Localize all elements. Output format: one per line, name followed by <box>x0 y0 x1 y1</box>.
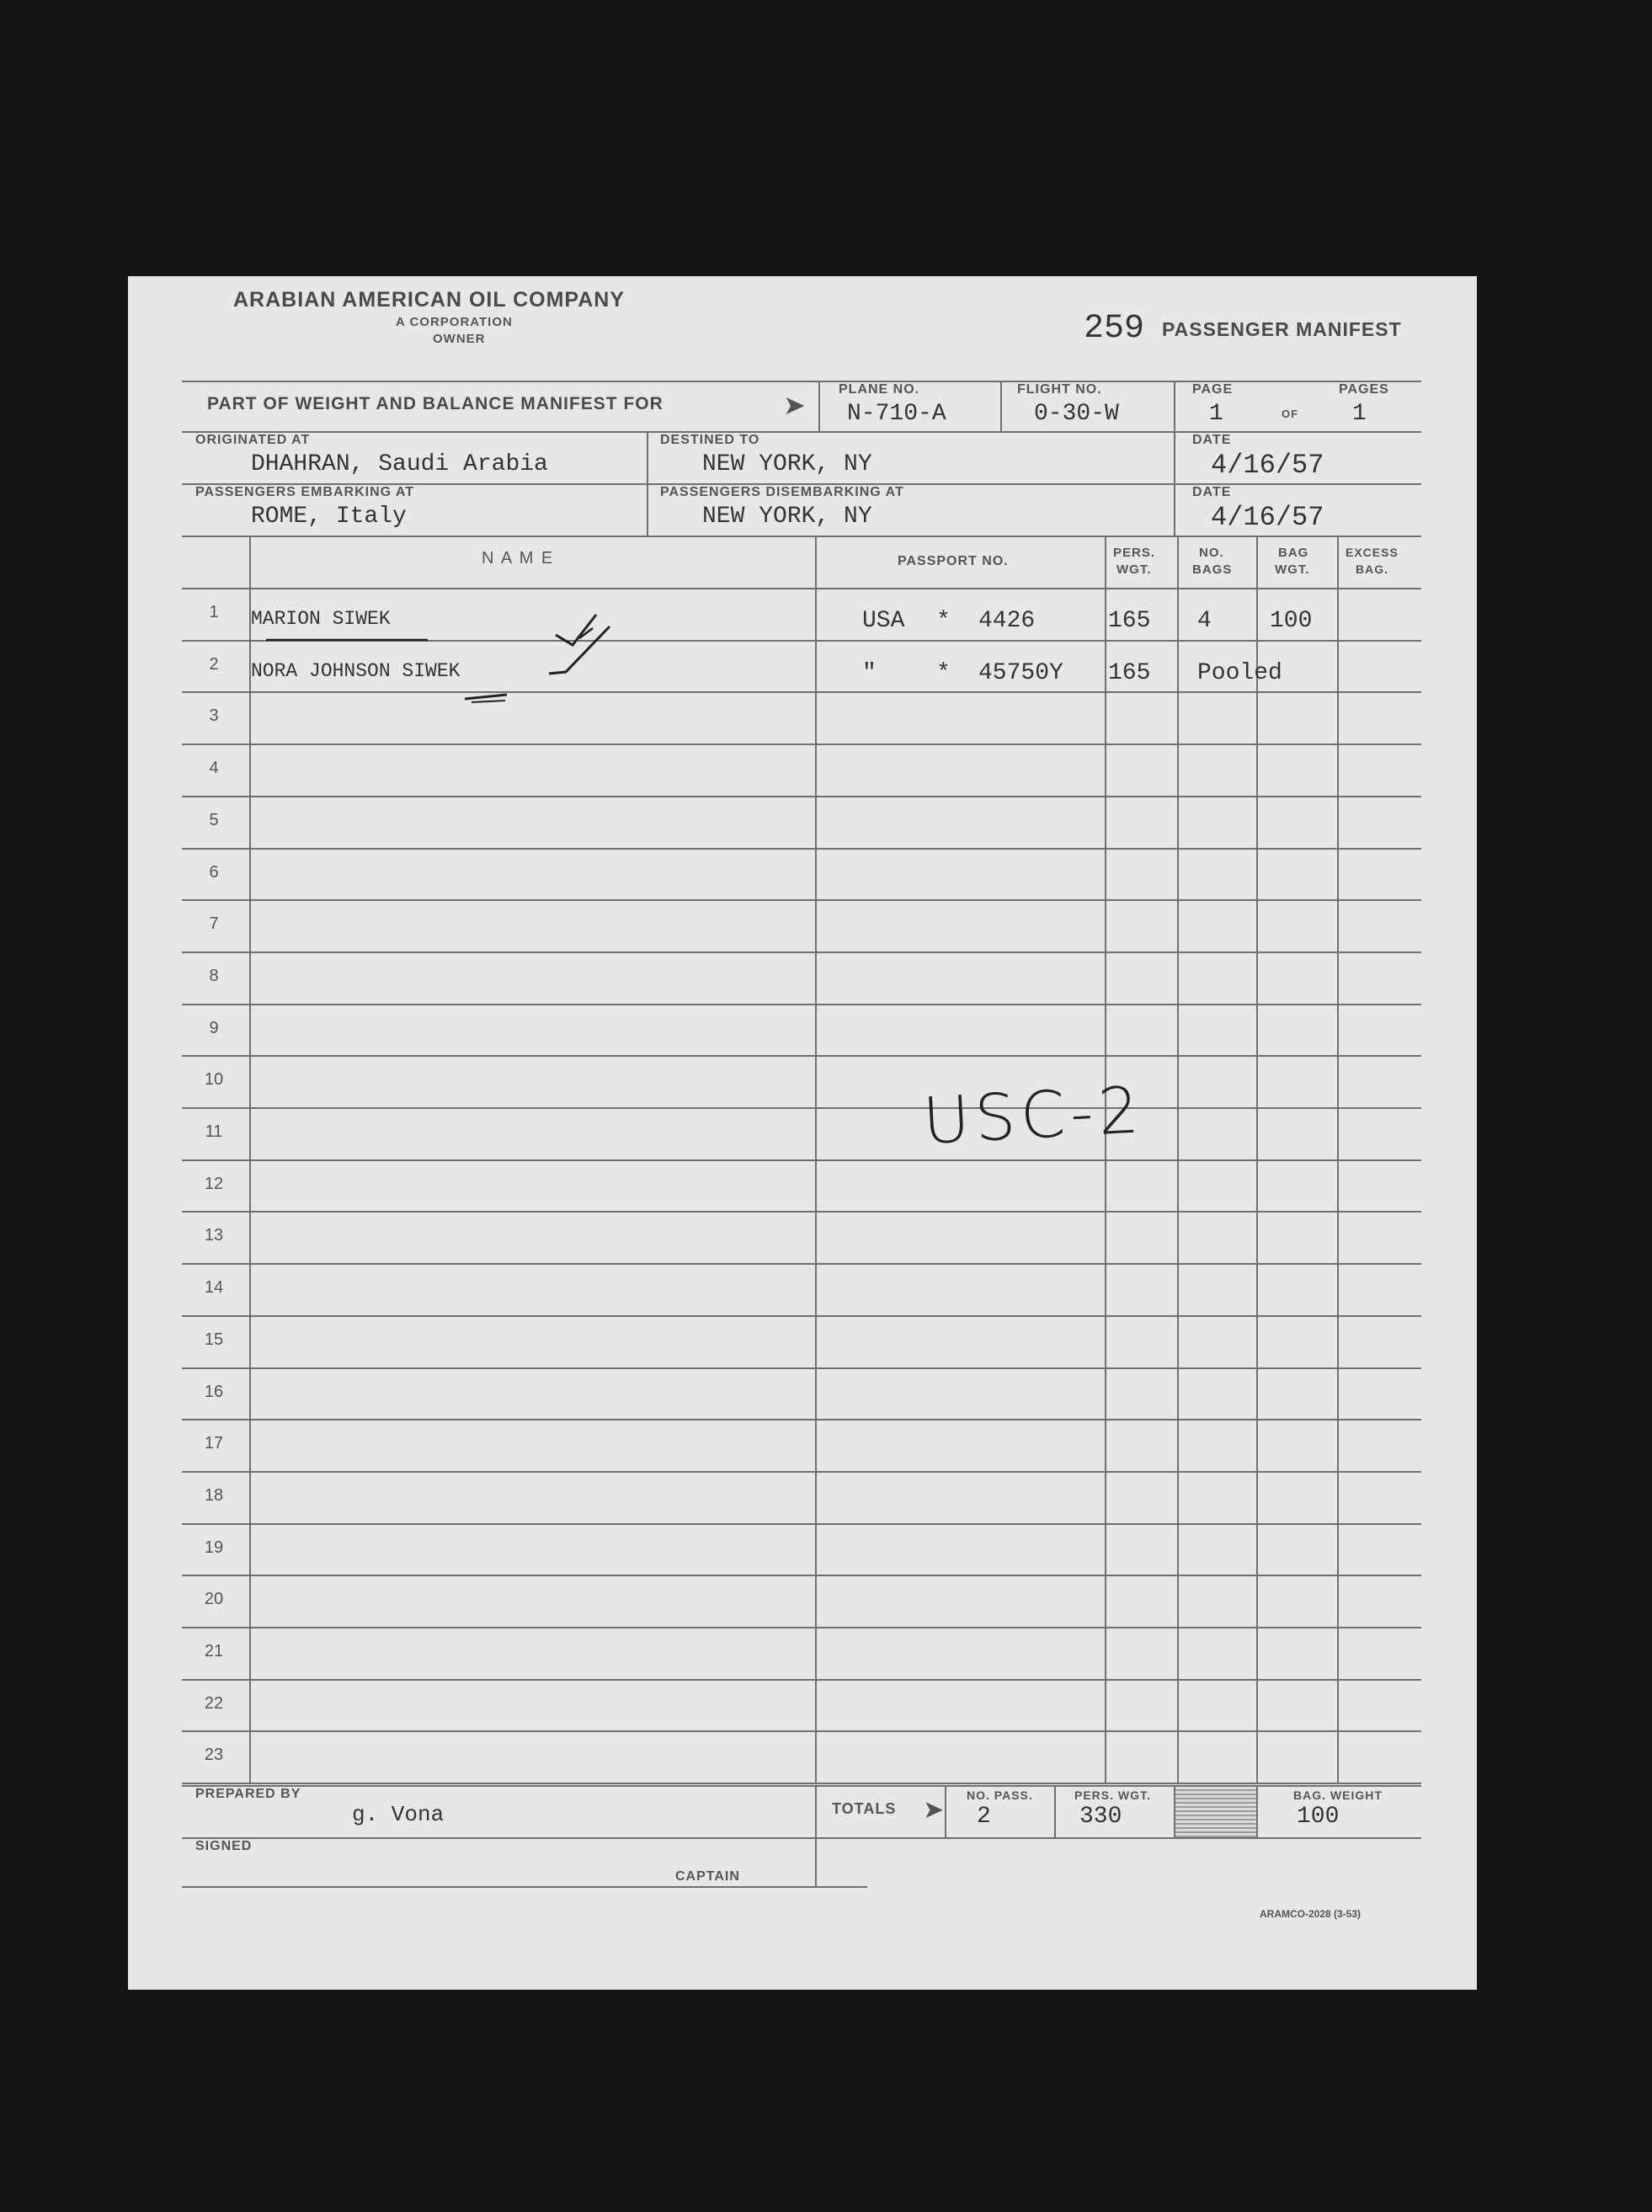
row-number: 8 <box>209 966 219 985</box>
disembarking-value: NEW YORK, NY <box>702 504 872 530</box>
underline-2b <box>472 701 505 702</box>
row-number: 13 <box>204 1226 224 1245</box>
manifest-title: PASSENGER MANIFEST <box>1162 318 1402 340</box>
embarking-label: PASSENGERS EMBARKING AT <box>195 485 415 499</box>
date-value-1: 4/16/57 <box>1211 450 1324 481</box>
col-bags-header: BAGS <box>1192 562 1233 577</box>
col-passport-header: PASSPORT NO. <box>898 554 1009 568</box>
passport-country: USA <box>862 608 905 634</box>
underline-2 <box>465 695 507 699</box>
bag-count: Pooled <box>1197 659 1282 686</box>
bag-weight: 100 <box>1270 608 1313 634</box>
row-number: 14 <box>204 1278 224 1298</box>
row-number: 5 <box>209 810 219 829</box>
pers-wgt-total-value: 330 <box>1079 1804 1122 1830</box>
originated-value: DHAHRAN, Saudi Arabia <box>251 451 548 477</box>
prepared-by-label: PREPARED BY <box>195 1787 301 1801</box>
destined-label: DESTINED TO <box>660 433 760 447</box>
embarking-value: ROME, Italy <box>251 504 407 530</box>
col-name-header: N A M E <box>482 549 555 568</box>
plane-no-label: PLANE NO. <box>839 382 920 397</box>
col-excess-header: EXCESS <box>1346 546 1399 559</box>
row-number: 15 <box>204 1330 224 1349</box>
date-value-2: 4/16/57 <box>1211 502 1324 533</box>
arrow-right-icon: ➤ <box>923 1796 945 1824</box>
passport-number: 45750Y <box>978 659 1063 686</box>
page-value: 1 <box>1209 401 1223 427</box>
row-number: 18 <box>204 1485 224 1505</box>
row-number: 11 <box>205 1122 223 1141</box>
arrow-right-icon: ➤ <box>783 390 806 420</box>
form-code: ARAMCO-2028 (3-53) <box>1260 1908 1362 1920</box>
row-number: 9 <box>209 1018 219 1037</box>
plane-no: N-710-A <box>847 401 946 427</box>
pers-weight: 165 <box>1108 608 1151 634</box>
of-label: OF <box>1282 408 1299 420</box>
part-of-label: PART OF WEIGHT AND BALANCE MANIFEST FOR <box>207 394 663 413</box>
row-number: 12 <box>204 1174 224 1193</box>
row-number: 3 <box>209 706 219 726</box>
pages-value: 1 <box>1352 401 1367 427</box>
passport-star: * <box>936 659 951 686</box>
pers-weight: 165 <box>1108 659 1151 686</box>
row-number: 1 <box>209 603 219 621</box>
row-number: 4 <box>209 759 219 778</box>
row-number: 19 <box>204 1538 224 1557</box>
col-pers-wgt-header: WGT. <box>1116 562 1152 577</box>
row-number: 7 <box>209 914 219 934</box>
company-line2: A CORPORATION <box>396 315 513 329</box>
manifest-form <box>128 276 1477 1990</box>
handwriting-marks <box>128 276 1477 1990</box>
bag-weight-total-label: BAG. WEIGHT <box>1293 1788 1383 1802</box>
passport-number: 4426 <box>978 608 1036 634</box>
row-number: 2 <box>209 654 219 674</box>
row-number: 21 <box>204 1642 224 1660</box>
destined-value: NEW YORK, NY <box>702 451 872 477</box>
hatched-box <box>1175 1787 1256 1837</box>
captain-label: CAPTAIN <box>675 1869 740 1884</box>
bag-weight-total-value: 100 <box>1297 1804 1340 1830</box>
totals-label: TOTALS <box>832 1800 897 1817</box>
pages-label: PAGES <box>1339 382 1389 397</box>
row-number: 17 <box>204 1434 224 1453</box>
passenger-name: MARION SIWEK <box>251 608 391 630</box>
flight-no: 0-30-W <box>1034 401 1119 427</box>
col-pers-header: PERS. <box>1113 546 1156 560</box>
checkmark-2 <box>549 626 610 674</box>
col-excess-bag-header: BAG. <box>1356 562 1388 576</box>
company-line3: OWNER <box>433 332 486 346</box>
signed-label: SIGNED <box>195 1839 253 1853</box>
flight-no-label: FLIGHT NO. <box>1017 382 1102 397</box>
passport-star: * <box>936 608 951 634</box>
prepared-by-value: g. Vona <box>352 1802 445 1827</box>
company-name: ARABIAN AMERICAN OIL COMPANY <box>233 288 626 312</box>
col-no-header: NO. <box>1199 546 1224 560</box>
passenger-name: NORA JOHNSON SIWEK <box>251 659 461 682</box>
date-label-2: DATE <box>1192 485 1232 499</box>
pers-wgt-total-label: PERS. WGT. <box>1074 1788 1151 1802</box>
row-number: 23 <box>204 1746 224 1765</box>
passport-country: " <box>862 659 877 686</box>
date-label-1: DATE <box>1192 433 1232 447</box>
row-number: 16 <box>204 1382 224 1401</box>
manifest-number: 259 <box>1084 310 1145 348</box>
disembarking-label: PASSENGERS DISEMBARKING AT <box>660 485 904 499</box>
no-pass-value: 2 <box>977 1804 991 1830</box>
page-label: PAGE <box>1192 382 1234 397</box>
row-number: 6 <box>209 862 219 882</box>
row-number: 10 <box>204 1070 224 1090</box>
handwritten-note: USC-2 <box>920 1072 1146 1159</box>
col-bag-wgt-header: WGT. <box>1275 562 1310 577</box>
bag-count: 4 <box>1197 608 1212 634</box>
no-pass-label: NO. PASS. <box>967 1788 1033 1802</box>
originated-label: ORIGINATED AT <box>195 433 311 447</box>
row-number: 22 <box>204 1693 224 1713</box>
col-bag-header: BAG <box>1278 546 1309 560</box>
row-number: 20 <box>204 1590 224 1609</box>
